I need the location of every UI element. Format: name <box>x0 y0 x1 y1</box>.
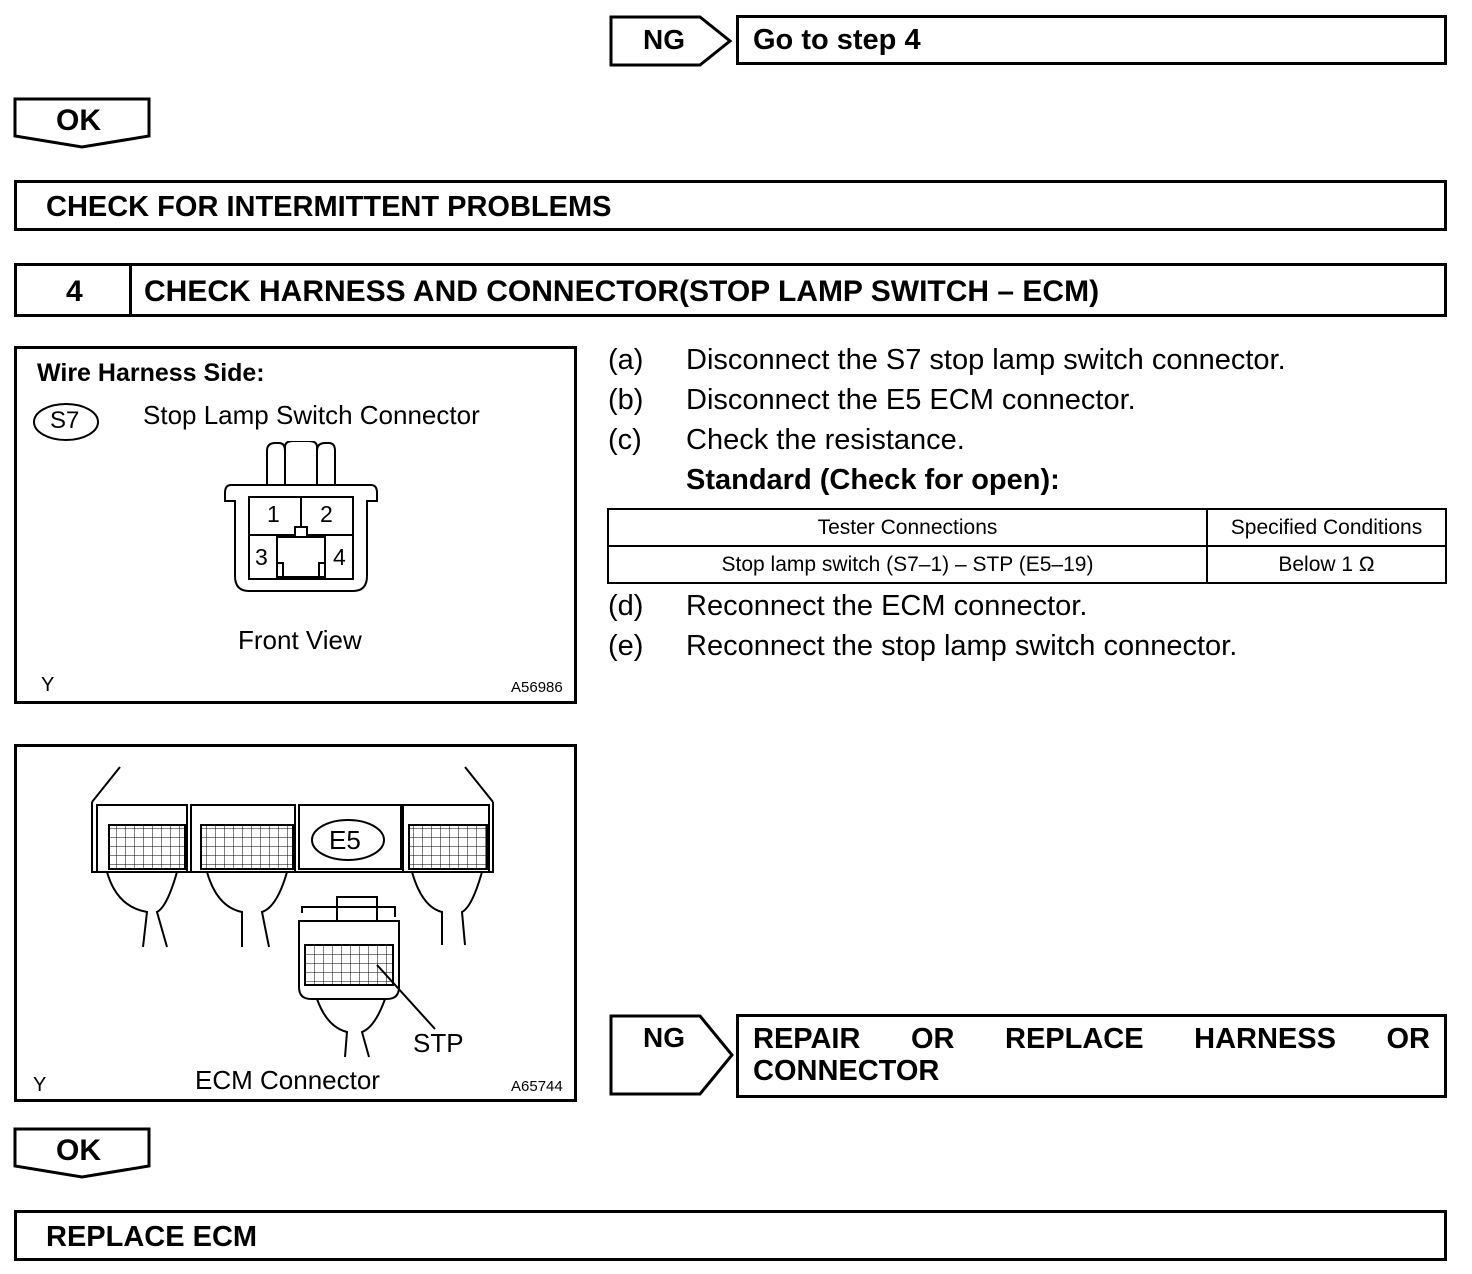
spec-table <box>607 508 1447 584</box>
figure2-ref-code: A65744 <box>511 1078 563 1095</box>
ng-result-bottom <box>736 1014 1447 1098</box>
instruction-item: (e) Reconnect the stop lamp switch connector. <box>608 630 1238 662</box>
figure1-ref-code: A56986 <box>511 679 563 696</box>
replace-ecm-box <box>14 1210 1447 1261</box>
spec-header-conditions: Specified Conditions <box>1207 509 1446 546</box>
ng-result-top: Go to step 4 <box>736 15 1447 65</box>
replace-ecm-text: REPLACE ECM <box>46 1221 258 1253</box>
instruction-list-after <box>608 586 1438 666</box>
ng-label-top: NG <box>643 24 685 55</box>
ng-label-bottom: NG <box>643 1022 685 1053</box>
standard-heading: Standard (Check for open): <box>686 464 1060 496</box>
instruction-list <box>608 340 1438 500</box>
ng-result-bottom-line1: REPAIR OR REPLACE HARNESS OR <box>753 1023 1430 1055</box>
figure1-connector-code: S7 <box>50 407 80 434</box>
pin-3: 3 <box>255 544 268 570</box>
standard-heading-row <box>608 460 1438 500</box>
ecm-connector-drawing <box>17 747 574 1099</box>
pin-2: 2 <box>320 501 333 527</box>
figure2-corner-mark: Y <box>33 1074 47 1096</box>
figure2-pin-label: STP <box>413 1028 464 1058</box>
table-row <box>608 546 1446 583</box>
stop-lamp-connector-drawing <box>217 441 387 601</box>
instruction-item: (d) Reconnect the ECM connector. <box>608 590 1088 622</box>
figure1-corner-mark: Y <box>41 674 55 696</box>
check-intermittent-text: CHECK FOR INTERMITTENT PROBLEMS <box>46 191 612 223</box>
pin-4: 4 <box>333 544 346 570</box>
step4-header <box>14 263 1447 317</box>
figure2-caption: ECM Connector <box>195 1065 380 1095</box>
figure-stop-lamp-connector <box>14 346 577 704</box>
spec-cell-connection: Stop lamp switch (S7–1) – STP (E5–19) <box>608 546 1207 583</box>
ok-label-2: OK <box>56 1134 101 1167</box>
instruction-item: (c) Check the resistance. <box>608 424 965 456</box>
figure1-connector-name: Stop Lamp Switch Connector <box>143 400 480 430</box>
spec-table-header <box>608 509 1446 546</box>
step4-number: 4 <box>66 275 83 308</box>
figure-ecm-connector <box>14 744 577 1102</box>
figure2-connector-code: E5 <box>329 825 361 855</box>
check-intermittent-box <box>14 180 1447 231</box>
ok-label-1: OK <box>56 104 101 137</box>
pin-1: 1 <box>267 501 280 527</box>
instruction-item: (b) Disconnect the E5 ECM connector. <box>608 384 1136 416</box>
spec-header-connections: Tester Connections <box>608 509 1207 546</box>
figure1-view-label: Front View <box>238 625 362 655</box>
ng-result-bottom-line2: CONNECTOR <box>753 1055 940 1087</box>
figure1-heading: Wire Harness Side: <box>37 359 265 387</box>
step4-title: CHECK HARNESS AND CONNECTOR(STOP LAMP SWITCH – ECM) <box>144 275 1100 308</box>
instruction-item: (a) Disconnect the S7 stop lamp switch connector. <box>608 344 1286 376</box>
spec-cell-condition: Below 1 Ω <box>1207 546 1446 583</box>
